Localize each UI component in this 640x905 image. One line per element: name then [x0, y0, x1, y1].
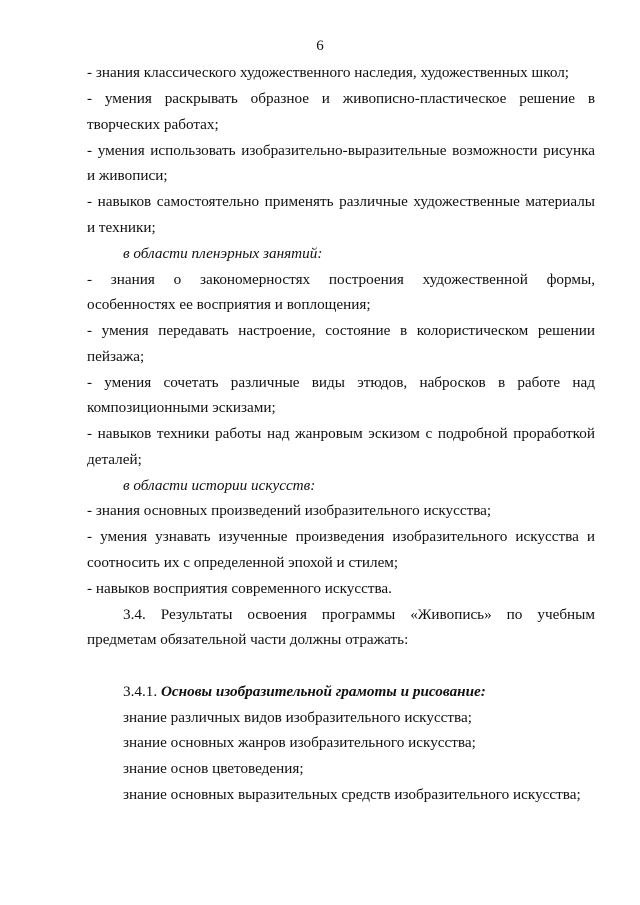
text-line: предметам обязательной части должны отражать:: [87, 631, 409, 648]
text-line: - навыков техники работы над жанровым эскизом с подробной проработкой: [87, 425, 595, 442]
text-line: 3.4. Результаты освоения программы «Живопись» по учебным: [123, 606, 595, 623]
text-line: - навыков самостоятельно применять различные художественные материалы: [87, 193, 595, 210]
text-line: - навыков восприятия современного искусства.: [87, 580, 392, 597]
text-line: творческих работах;: [87, 116, 219, 133]
text-line: - знания классического художественного наследия, художественных школ;: [87, 64, 570, 81]
text-line: и техники;: [87, 219, 156, 236]
text-line: особенностях ее восприятия и воплощения;: [87, 296, 371, 313]
text-line: - умения сочетать различные виды этюдов, набросков в работе над: [87, 374, 595, 391]
text-line: соотносить их с определенной эпохой и стилем;: [87, 554, 399, 571]
section-title: Основы изобразительной грамоты и рисование:: [160, 683, 486, 700]
subheading: в области истории искусств:: [123, 477, 316, 494]
list-item: знание основных выразительных средств изобразительного искусства;: [123, 786, 581, 803]
list-item: знание различных видов изобразительного искусства;: [123, 709, 472, 726]
list-item: знание основных жанров изобразительного искусства;: [123, 734, 476, 751]
section-number: 3.4.1.: [123, 683, 158, 700]
text-line: - умения узнавать изученные произведения изобразительного искусства и: [87, 528, 595, 545]
list-item: знание основ цветоведения;: [123, 760, 304, 777]
text-line: - умения использовать изобразительно-выразительные возможности рисунка: [87, 142, 595, 159]
text-line: композиционными эскизами;: [87, 399, 276, 416]
page-number: 6: [316, 38, 324, 54]
section-heading: [123, 683, 486, 701]
text-line: - умения раскрывать образное и живописно-пластическое решение в: [87, 90, 595, 107]
text-line: - знания основных произведений изобразительного искусства;: [87, 502, 492, 519]
subheading: в области пленэрных занятий:: [123, 245, 323, 262]
text-line: - знания о закономерностях построения художественной формы,: [87, 271, 595, 288]
text-line: деталей;: [87, 451, 142, 468]
text-line: - умения передавать настроение, состояние в колористическом решении: [87, 322, 595, 339]
text-line: пейзажа;: [87, 348, 145, 365]
text-line: и живописи;: [87, 167, 168, 184]
